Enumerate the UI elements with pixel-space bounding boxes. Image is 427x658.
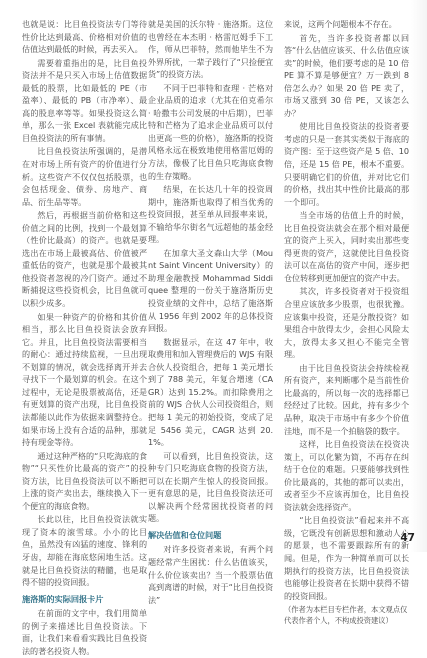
paragraph: 通过这种严格的“只吃海底的食物”“只买性价比最高的资产”的投资方法，比目鱼投资法可以不断把上涨的资产卖出去，继续换入下一个便宜的海底食物。 [22, 450, 147, 511]
paragraph: 这样，比目鱼投资法在投资决策上，可以化繁为简，不再存在纠结于仓位的难题。只要能够找到性价比最高的，其他的都可以卖出，或者至少不应该再加仓，比目鱼投资法就会选择资产。 [284, 439, 409, 512]
paragraph: 在加拿大圣文森山大学（Mount Saint Vincent University）的助理金融教授 Mohammad Siddiquee 整理的一份关于施洛斯历史投资业绩的文件中，总结了施洛斯从 1956 年到 2002 年的总体投资回报。 [148, 247, 273, 334]
column-middle [148, 18, 273, 607]
paragraph: 可以看到，比目鱼投资法，这种专门只吃海底食物的投资方法，可以在长期产生惊人的投资回报。更有意思的是，比目鱼投资法还可以解决两个经常困扰投资者的问题。 [148, 450, 273, 524]
paragraph: 对许多投资者来说，有两个问题经常产生困扰：什么估值该买，什么价位该卖出？当一个股票估值高到离谱的时候，对于“比目鱼投资法” [148, 544, 273, 605]
paragraph: 结果，在长达几十年的投资周期中，施洛斯也取得了相当优秀的投资回报，甚至单从回报率来说，不输给华尔街名气远超他的基金经理。 [148, 184, 273, 245]
paragraph: 长此以往，比目鱼投资法就实现了资本的滚雪球。小小的比目鱼，虽然没有凶猛的速度、锋利的牙齿，却能在海底悠闲地生活。这就是比目鱼投资法的精髓，也是取得不错的投资回报。 [22, 514, 147, 588]
section-heading: 解决估值和仓位问题 [148, 529, 222, 540]
paragraph: 然后，再根据当前价格和这些价值之间的比例，找到一个最划算（性价比最高）的资产。也就是要选出在市场上最被高估、价值被严重低估的资产，也就是那个最被其他投资者忽视的冷门资产。通过不断捕捉这些投资机会，比目鱼就可以积少成多。 [22, 210, 147, 309]
paragraph: 也就是说：比目鱼投资法专门等待性价比达到最高、价格相对价值的估值达到最低的时候，再去买入。 [22, 19, 147, 55]
section-heading: 施洛斯的实际回报卡片 [22, 593, 104, 604]
paragraph: 需要着重指出的是，比目鱼投资法并不是只买入市场上估值数据最低的股票，比如最低的 PE（市盈率）、最低的 PB（市净率）、最高的股息率等等。如果投资这么简单，那么一张 Excel 表就能完成比目鱼投资法的所有事情。 [22, 57, 147, 143]
page-number: 47 [400, 532, 415, 544]
paragraph: 不同于巴菲特和查理 · 芒格对企业品质的追求（尤其在伯克希尔 · 哈撒韦公司发展的中后期），巴菲特和芒格为了追求企业品质可以付出更高一些的价格），施洛斯的投资风格永远在极致地使用格雷厄姆的方法，像极了比目鱼只吃海底食物的生存策略。 [148, 82, 273, 181]
page-edge-shade [411, 0, 427, 552]
column-right [284, 18, 409, 626]
paragraph: 其次，许多投资者对于投资组合里应该放多少股票，也很犹豫。应该集中投资，还是分散投资？如果组合中放得太少，会担心风险太大，放得太多又担心不能完全管理。 [284, 286, 409, 360]
paragraph: 使用比目鱼投资法的投资者要考虑的只是一套其实类似于海底的资产图：至于这些资产是 5 倍、10 倍，还是 15 倍 PE，根本不重要。只要明确它们的价值，并对比它们的价格，找出其中性价比最高的那一个即可。 [284, 121, 409, 207]
paragraph: 比目鱼投资法所强调的，是潜在对市场上所有资产的价值进行分析。这些资产不仅仅包括股票，也会包括现金、债券、房地产、商品、衍生品等等。 [22, 146, 147, 207]
paragraph: 当全市场的估值上升的时候，比目鱼投资法就会在那个相对最便宜的资产上买入，同时卖出那些变得更贵的资产，这就使比目鱼投资法可以在高估的资产中间，逐步把仓位转移到更加便宜的资产中去。 [284, 210, 409, 283]
paragraph: 数据显示，在这 47 年中，收取费用和加入管理费后的 WJS 有限合伙人投资组合，把每 1 美元增长到了 788 美元，年复合增速（CAGR）达到 15.2%。而扣除费用之前的 WJS 合伙人公司投资组合，则把每 1 美元的初始投资，变成了足足 5456 美元，CAGR 达到 20.1%。 [148, 336, 273, 448]
paragraph: 首先，当许多投资者都以回答“什么估值应该买、什么估值应该卖”的时候，他们要考虑的是 10 倍 PE 算不算是够便宜？万一跌到 8 倍怎么办？如果 20 倍 PE 卖了，市场又涨到 30 倍 PE，又该怎么办？ [284, 32, 409, 118]
paragraph: 由于比目鱼投资法会持续检视所有资产，来判断哪个是当前性价比最高的，所以每一次的选择都已经经过了比较。因此，持有多少个品种，取决于市场中有多少个价值洼地，而不是一个拍脑袋的数字。 [284, 362, 409, 436]
paragraph: 在前面的文字中，我们用简单的例子来描述比目鱼投资法。下面，让我们来看看实践比目鱼投资法的著名投资人物。 [22, 608, 147, 656]
paragraph: 如果一种资产的价格和其价值相当，那么比目鱼投资法会放弃它。并且，比目鱼投资法需要相当的耐心：通过持续监视，一旦出现不划算的情况，就会选择离开并去寻找下一个最划算的机会。在这个过程中，无论是股票被高估，还是有更划算的资产出现，比目鱼投资法都能以此作为依据来调整持仓。如果市场上没有合适的品种，那就持有现金等待。 [22, 311, 147, 448]
author-note: （作者为本栏目专栏作者，本文观点仅代表作者个人，不构成投资建议） [284, 605, 408, 626]
column-left [22, 18, 147, 658]
paragraph: 来说，这两个问题根本不存在。 [284, 19, 397, 29]
paragraph: 就是美国的沃尔特 · 施洛斯。这位也曾经在本杰明 · 格雷厄姆手下工作，师从巴菲特，然而他毕生不为外界所扰，一辈子践行了“只捡便宜货”的投资方法。 [148, 19, 273, 80]
paragraph: “比目鱼投资法”看起来并不高级，它既没有创新思想和激动人心的愿景，也不需要跟踪所有的新闻。但是，作为一种简单而可以长期执行的投资方法，比目鱼投资法也能够让投资者在长期中获得不错的投资回报。 [284, 515, 409, 601]
